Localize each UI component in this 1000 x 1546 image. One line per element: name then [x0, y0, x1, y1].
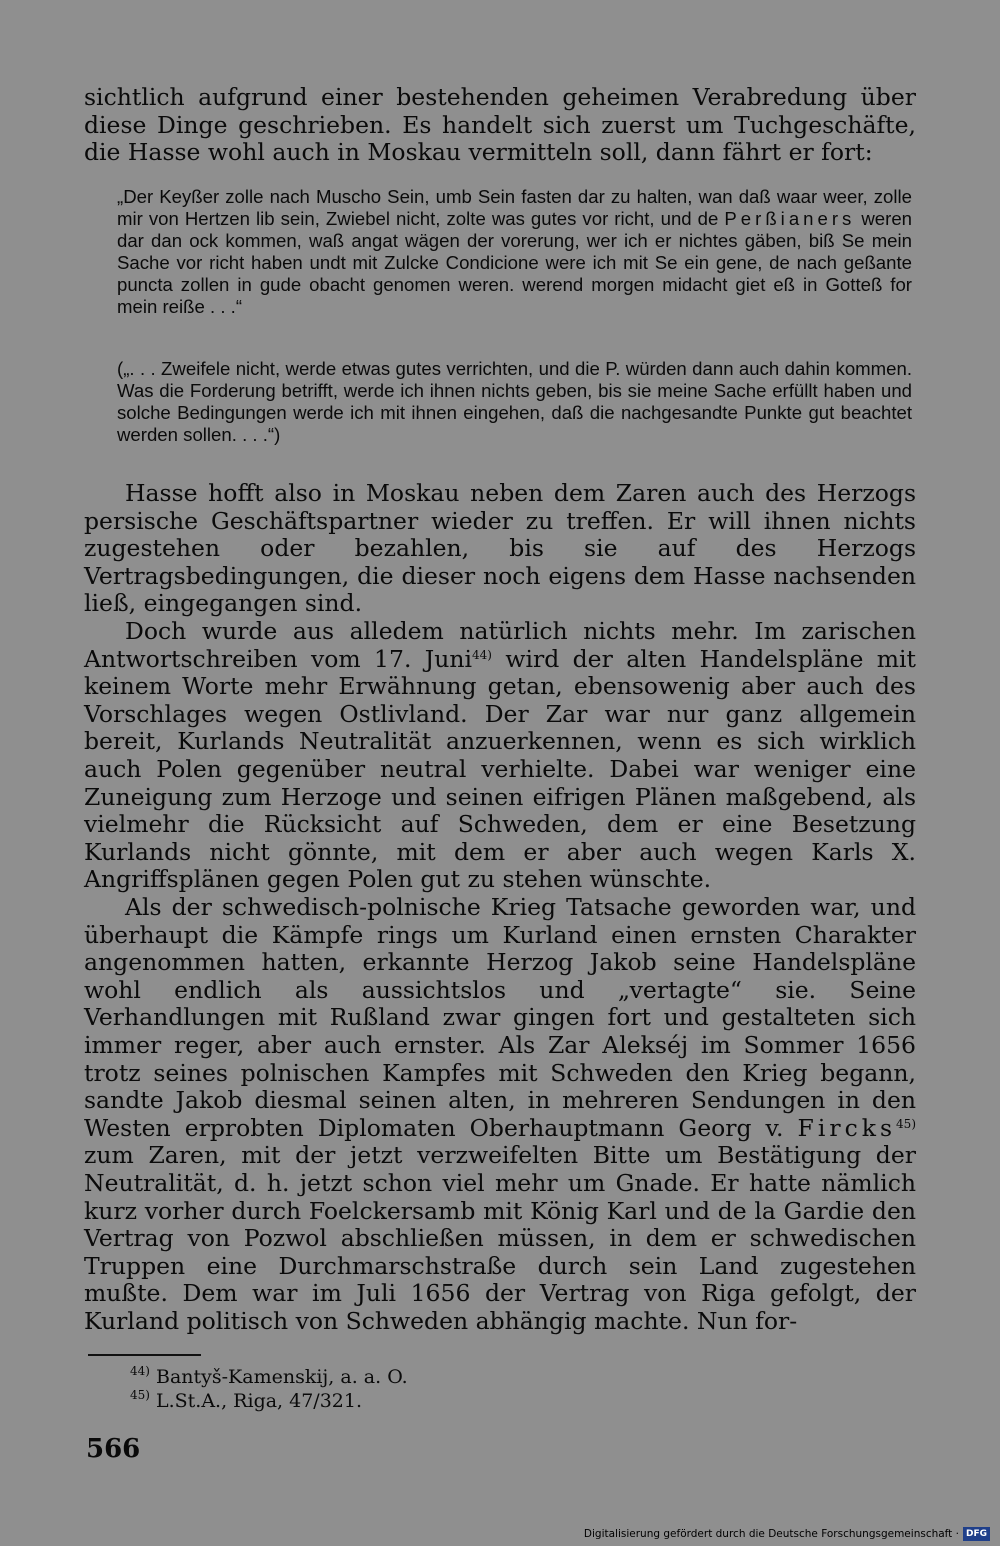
footnote-44	[130, 1366, 408, 1388]
footnote-divider	[88, 1354, 201, 1356]
footnote-44-text: Bantyš-Kamenskij, a. a. O.	[149, 1366, 408, 1388]
quote-translation: („. . . Zweifele nicht, werde etwas gutes verrichten, und die P. würden dann auch dahin kommen. Was die Forderung betrifft, werde ich ihnen nichts geben, bis sie meine Sache erfüllt haben und solche Bedingungen werde ich mit ihnen eingehen, daß die nachgesandte Punkte gut beachtet werden sollen. . . .“)	[117, 358, 912, 445]
paragraph-3-text-b: zum Zaren, mit der jetzt verzweifelten Bitte um Bestätigung der Neutralität, d. h. jetzt schon viel mehr um Gnade. Er hatte nämlich kurz vorher durch Foelckersamb mit König Karl und de la Gardie den Vertrag von Pozwol abschließen müssen, in dem er schwedischen Truppen eine Durchmarschstraße durch sein Land zugestehen mußte. Dem war im Juli 1656 der Vertrag von Riga gefolgt, der Kurland politisch von Schweden abhängig machte. Nun for-	[84, 1141, 916, 1335]
footnote-45	[130, 1390, 362, 1412]
quote-original-text-a: „Der Keyßer zolle nach Muscho Sein, umb Sein fasten dar zu halten, wan daß waar weer, zolle mir von Hertzen lib sein, Zwiebel nicht, zolte was gutes vor richt, und de	[117, 186, 912, 229]
paragraph-1: Hasse hofft also in Moskau neben dem Zaren auch des Herzogs persische Geschäftspartner wieder zu treffen. Er will ihnen nichts zugestehen oder bezahlen, bis sie auf des Herzogs Vertragsbedingungen, die dieser noch eigens dem Hasse nachsenden ließ, eingegangen sind.	[84, 479, 916, 618]
footnote-ref-45: 45)	[896, 1116, 916, 1131]
quote-original-spaced-word: Perßianers	[724, 208, 856, 229]
paragraph-2-text-b: wird der alten Handelspläne mit keinem Worte mehr Erwähnung getan, ebensowenig aber auch des Vorschlages wegen Ostlivland. Der Zar war nur ganz allgemein bereit, Kurlands Neutralität anzuerkennen, wenn es sich wirklich auch Polen gegenüber neutral verhielte. Dabei war weniger eine Zuneigung zum Herzoge und seinen eifrigen Plänen maßgebend, als vielmehr die Rücksicht auf Schweden, dem er eine Besetzung Kurlands nicht gönnte, mit dem er aber auch wegen Karls X. Angriffsplänen gegen Polen gut zu stehen wünschte.	[84, 644, 916, 894]
footnote-45-text: L.St.A., Riga, 47/321.	[149, 1390, 363, 1412]
dfg-logo-icon: DFG	[963, 1527, 990, 1541]
intro-paragraph: sichtlich aufgrund einer bestehenden geheimen Verabredung über diese Dinge geschrieben. Es handelt sich zuerst um Tuchgeschäfte, die Hasse wohl auch in Moskau vermitteln soll, dann fährt er fort:	[84, 83, 916, 166]
paragraph-3-text-a: Als der schwedisch-polnische Krieg Tatsache geworden war, und überhaupt die Kämpfe rings um Kurland einen ernsten Charakter angenommen hatten, erkannte Herzog Jakob seine Handelspläne wohl endlich als aussichtslos und „vertagte“ sie. Seine Verhandlungen mit Rußland zwar gingen fort und gestalteten sich immer reger, aber auch ernster. Als Zar Alekséj im Sommer 1656 trotz seines polnischen Kampfes mit Schweden den Krieg begann, sandte Jakob diesmal seinen alten, in mehreren Sendungen in den Westen erprobten Diplomaten Oberhauptmann Georg v.	[84, 893, 916, 1142]
quote-original	[117, 186, 912, 318]
paragraph-3-spaced-name: Fircks	[797, 1113, 897, 1142]
footnote-ref-44: 44)	[472, 647, 492, 662]
paragraph-2-text-a: Doch wurde aus alledem natürlich nichts mehr. Im zarischen Antwortschreiben vom 17. Juni	[84, 617, 916, 673]
digitization-credit	[584, 1527, 990, 1541]
paragraph-2	[84, 618, 916, 894]
page-number: 566	[86, 1434, 141, 1464]
quote-original-text-b: weren dar dan ock kommen, waß angat wägen der vorerung, wer ich er nichtes gäben, biß Se mein Sache vor richt haben undt mit Zulcke Condicione were ich mit Se ein gene, de nach geßante puncta zollen in gude obacht genomen weren. werend morgen midacht giet eß in Gotteß for mein reiße . . .“	[117, 208, 913, 317]
paragraph-3	[84, 894, 916, 1336]
footnote-45-mark: 45)	[130, 1388, 150, 1402]
footnote-44-mark: 44)	[130, 1364, 150, 1378]
credit-text: Digitalisierung gefördert durch die Deutsche Forschungsgemeinschaft ·	[583, 1528, 959, 1540]
